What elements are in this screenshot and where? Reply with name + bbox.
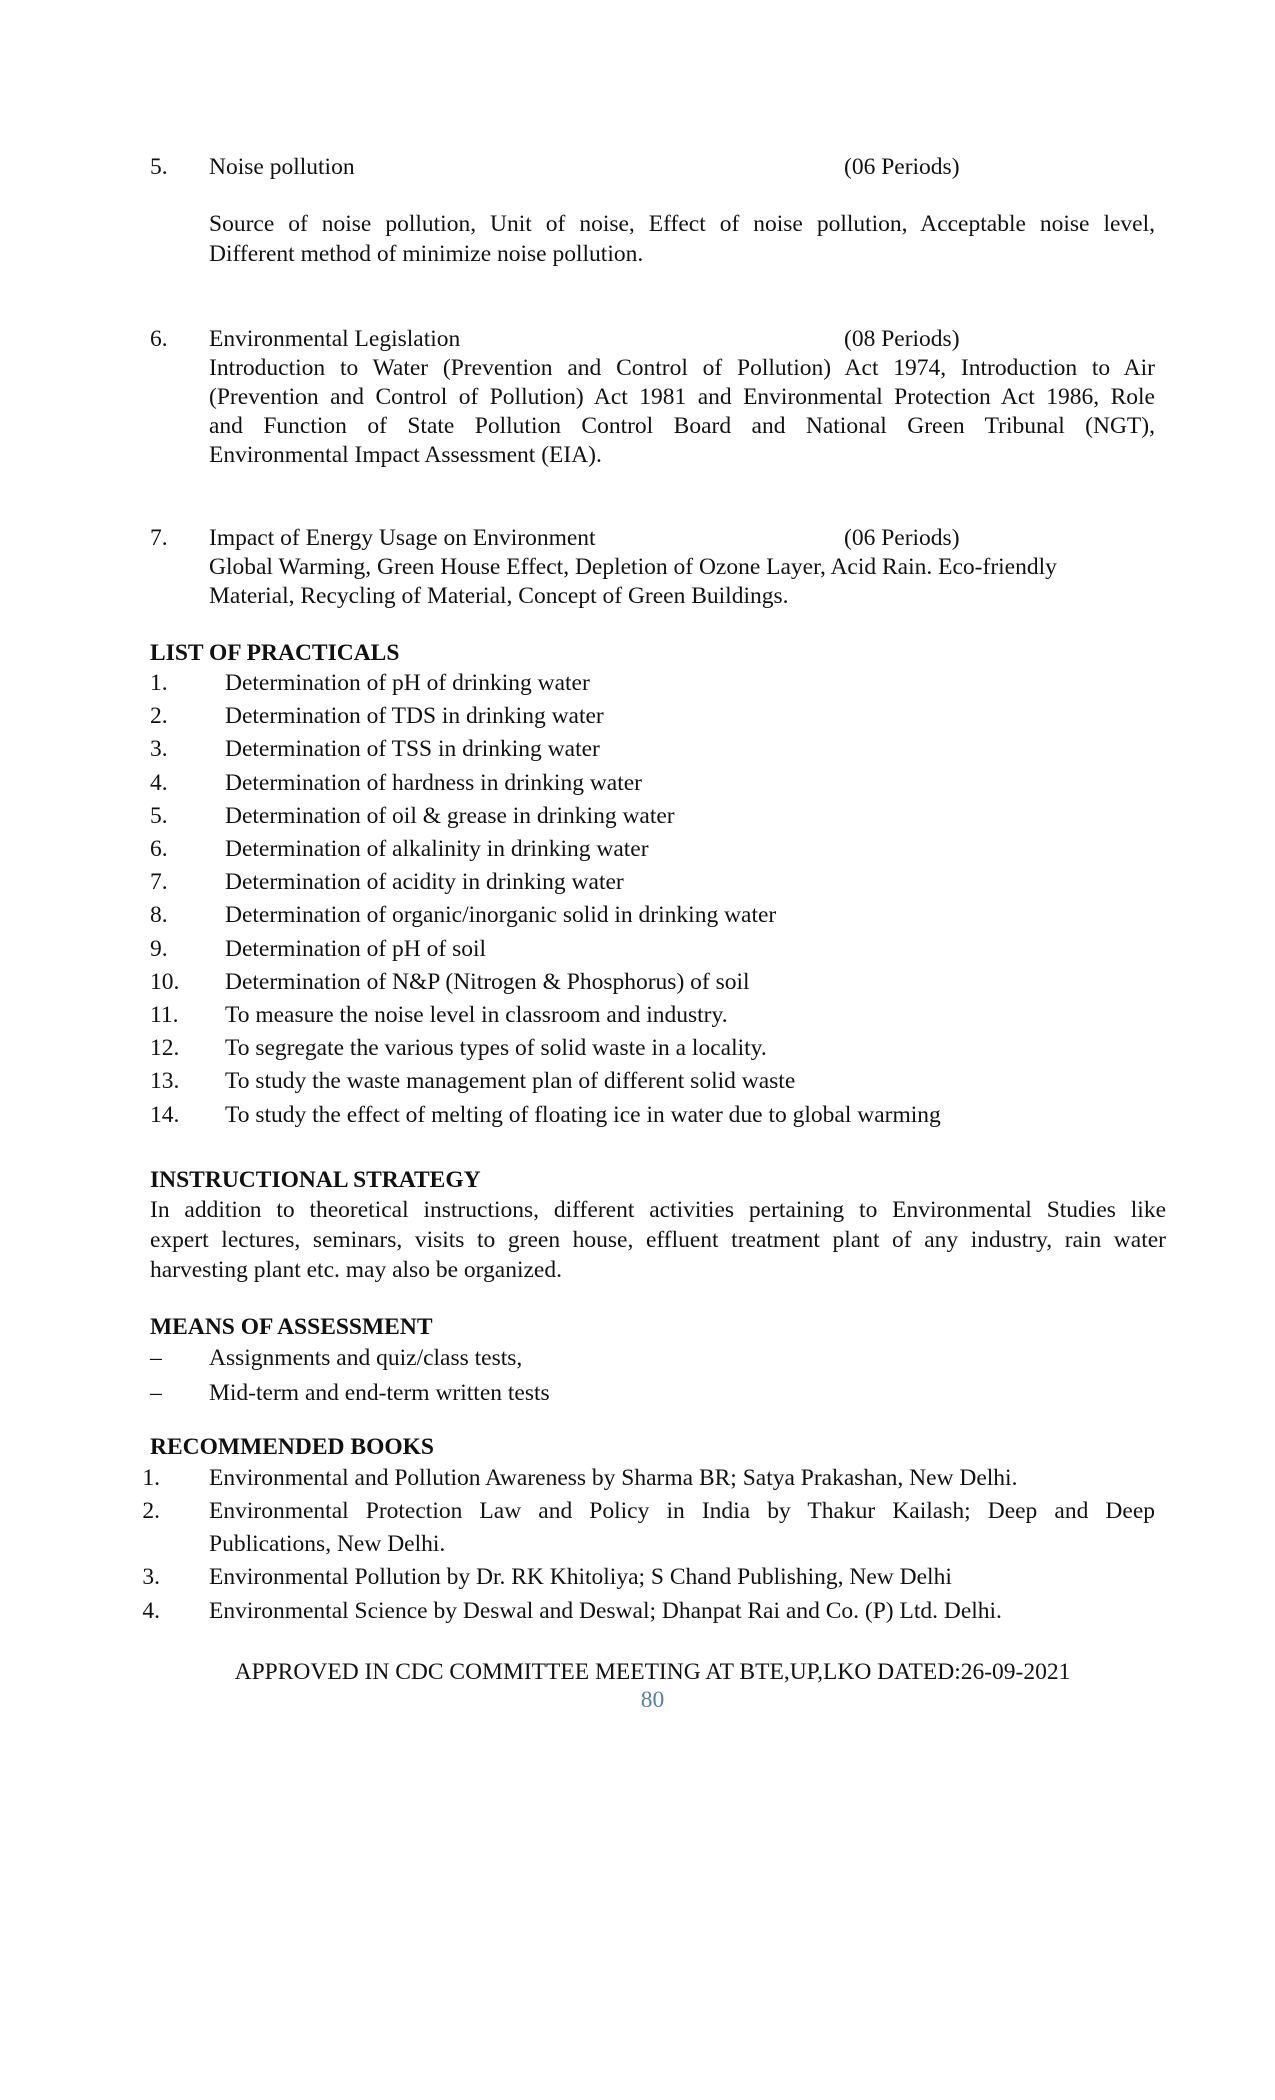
practical-number: 5. (150, 803, 168, 829)
book-entry: Environmental Pollution by Dr. RK Khitoliya; S Chand Publishing, New Delhi (209, 1564, 952, 1590)
practical-number: 12. (150, 1035, 180, 1061)
practical-item: Determination of acidity in drinking water (225, 869, 624, 895)
practical-item: Determination of pH of soil (225, 936, 487, 962)
practical-number: 9. (150, 936, 168, 962)
topic-title: Impact of Energy Usage on Environment (209, 525, 596, 551)
practical-item: To study the waste management plan of different solid waste (225, 1068, 796, 1094)
practical-number: 7. (150, 869, 168, 895)
practical-number: 3. (150, 736, 168, 762)
practical-number: 11. (150, 1002, 179, 1028)
topic-text-line: and Function of State Pollution Control Board and National Green Tribunal (NGT), (209, 413, 1155, 439)
topic-title: Environmental Legislation (209, 326, 461, 352)
practical-number: 2. (150, 703, 168, 729)
topic-text-line: (Prevention and Control of Pollution) Act 1981 and Environmental Protection Act 1986, Role (209, 384, 1155, 410)
practical-item: To segregate the various types of solid waste in a locality. (225, 1035, 767, 1061)
practical-item: To study the effect of melting of floating ice in water due to global warming (225, 1102, 941, 1128)
book-entry: Environmental Science by Deswal and Deswal; Dhanpat Rai and Co. (P) Ltd. Delhi. (209, 1598, 1002, 1624)
book-number: 2. (142, 1498, 160, 1524)
practical-item: To measure the noise level in classroom and industry. (225, 1002, 728, 1028)
topic-periods: (06 Periods) (844, 154, 960, 180)
practical-number: 6. (150, 836, 168, 862)
topic-number: 5. (150, 154, 168, 180)
topic-text-line: Environmental Impact Assessment (EIA). (209, 442, 602, 468)
section-heading: RECOMMENDED BOOKS (150, 1434, 434, 1460)
topic-text-line: Introduction to Water (Prevention and Control of Pollution) Act 1974, Introduction to Air (209, 355, 1155, 381)
topic-text-line: Source of noise pollution, Unit of noise, Effect of noise pollution, Acceptable noise level, (209, 211, 1155, 237)
practical-item: Determination of oil & grease in drinking water (225, 803, 675, 829)
list-item: Mid-term and end-term written tests (209, 1380, 550, 1406)
paragraph-line: harvesting plant etc. may also be organized. (150, 1257, 562, 1283)
practical-item: Determination of TDS in drinking water (225, 703, 604, 729)
approval-footer: APPROVED IN CDC COMMITTEE MEETING AT BTE,UP,LKO DATED:26-09-2021 (234, 1659, 1071, 1685)
practical-number: 1. (150, 670, 168, 696)
book-entry: Environmental and Pollution Awareness by Sharma BR; Satya Prakashan, New Delhi. (209, 1465, 1018, 1491)
section-heading: MEANS OF ASSESSMENT (150, 1314, 433, 1340)
topic-periods: (06 Periods) (844, 525, 960, 551)
section-heading: INSTRUCTIONAL STRATEGY (150, 1167, 481, 1193)
practical-item: Determination of organic/inorganic solid in drinking water (225, 902, 777, 928)
topic-number: 6. (150, 326, 168, 352)
topic-periods: (08 Periods) (844, 326, 960, 352)
topic-text-line: Different method of minimize noise pollution. (209, 241, 644, 267)
practical-item: Determination of pH of drinking water (225, 670, 590, 696)
list-item: Assignments and quiz/class tests, (209, 1345, 523, 1371)
book-entry: Environmental Protection Law and Policy in India by Thakur Kailash; Deep and Deep (209, 1498, 1155, 1524)
book-entry-continued: Publications, New Delhi. (209, 1531, 446, 1557)
practical-item: Determination of alkalinity in drinking water (225, 836, 649, 862)
practical-item: Determination of N&P (Nitrogen & Phosphorus) of soil (225, 969, 750, 995)
dash-bullet: – (150, 1380, 162, 1406)
practical-number: 8. (150, 902, 168, 928)
book-number: 4. (142, 1598, 160, 1624)
topic-text-line: Material, Recycling of Material, Concept of Green Buildings. (209, 583, 789, 609)
paragraph-line: In addition to theoretical instructions, different activities pertaining to Environmental Studies like (150, 1197, 1166, 1223)
book-number: 3. (142, 1564, 160, 1590)
practical-item: Determination of TSS in drinking water (225, 736, 600, 762)
practical-item: Determination of hardness in drinking water (225, 770, 643, 796)
book-number: 1. (142, 1465, 160, 1491)
practical-number: 14. (150, 1102, 180, 1128)
topic-number: 7. (150, 525, 168, 551)
page-number: 80 (640, 1687, 665, 1713)
dash-bullet: – (150, 1345, 162, 1371)
paragraph-line: expert lectures, seminars, visits to green house, effluent treatment plant of any industry, rain water (150, 1227, 1166, 1253)
practical-number: 4. (150, 770, 168, 796)
section-heading: LIST OF PRACTICALS (150, 640, 400, 666)
practical-number: 13. (150, 1068, 180, 1094)
topic-title: Noise pollution (209, 154, 355, 180)
topic-text-line: Global Warming, Green House Effect, Depletion of Ozone Layer, Acid Rain. Eco-friendly (209, 554, 1057, 580)
practical-number: 10. (150, 969, 180, 995)
